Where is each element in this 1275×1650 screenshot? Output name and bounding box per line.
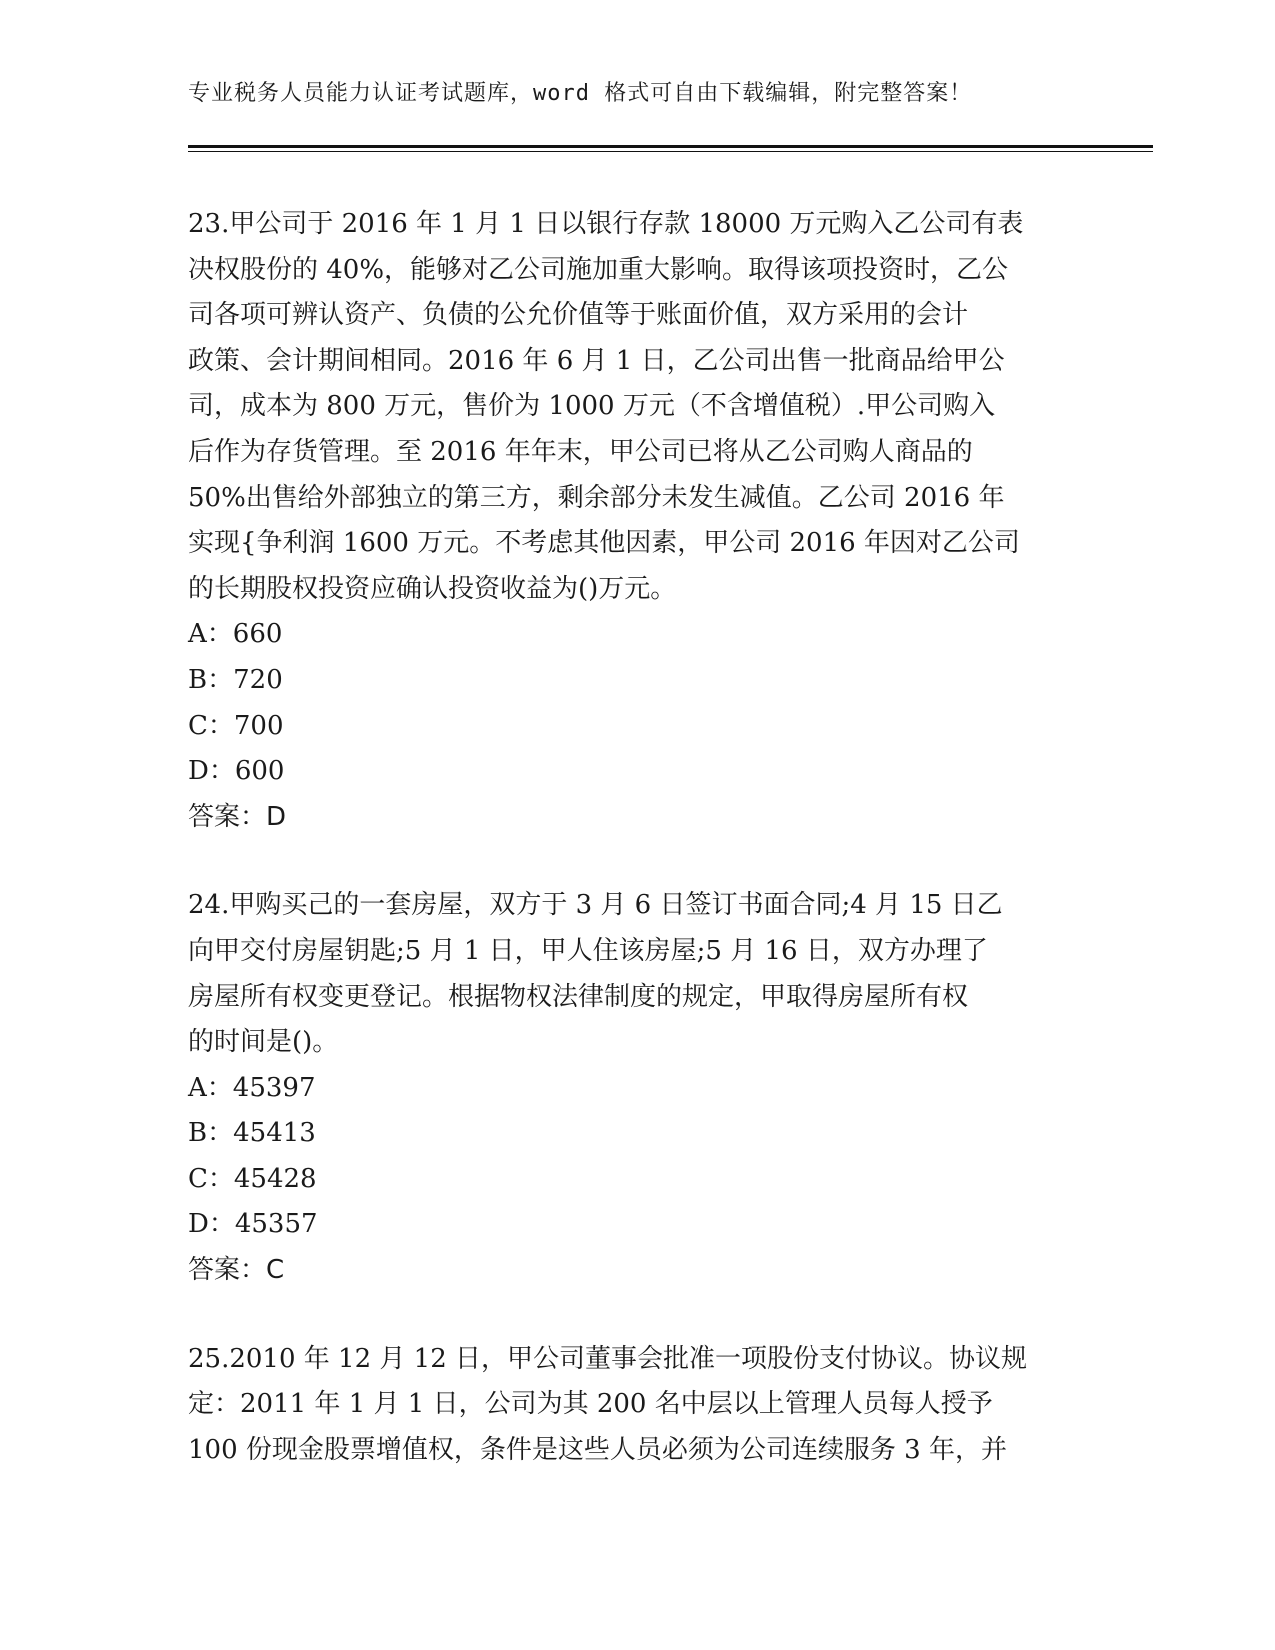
question-24	[188, 883, 1088, 1293]
option-c: C：45428	[188, 1163, 317, 1194]
question-text-line: 的长期股权投资应确认投资收益为()万元。	[188, 573, 677, 604]
header-divider	[188, 145, 1153, 148]
option-b: B：45413	[188, 1118, 316, 1149]
option-d: D：600	[188, 756, 285, 787]
question-text-line: 房屋所有权变更登记。根据物权法律制度的规定，甲取得房屋所有权	[188, 981, 969, 1012]
answer-line: 答案：C	[188, 1255, 285, 1286]
question-text-line: 决权股份的 40%，能够对乙公司施加重大影响。取得该项投资时，乙公	[188, 254, 1009, 285]
question-text-line: 50%出售给外部独立的第三方，剩余部分未发生减值。乙公司 2016 年	[188, 482, 1005, 513]
question-text-line: 24.甲购买己的一套房屋，双方于 3 月 6 日签订书面合同;4 月 15 日乙	[188, 890, 1003, 921]
question-text-line: 司，成本为 800 万元，售价为 1000 万元（不含增值税）.甲公司购入	[188, 391, 996, 422]
option-c: C：700	[188, 710, 284, 741]
question-25	[188, 1337, 1088, 1474]
question-text-line: 100 份现金股票增值权，条件是这些人员必须为公司连续服务 3 年，并	[188, 1434, 1007, 1465]
question-text-line: 后作为存货管理。至 2016 年年末，甲公司已将从乙公司购人商品的	[188, 436, 973, 467]
question-text-line: 23.甲公司于 2016 年 1 月 1 日以银行存款 18000 万元购入乙公司有表	[188, 209, 1024, 239]
header-divider-thin	[188, 151, 1153, 152]
question-text-line: 25.2010 年 12 月 12 日，甲公司董事会批准一项股份支付协议。协议规	[188, 1343, 1028, 1374]
option-a: A：660	[188, 619, 283, 650]
question-list	[188, 202, 1088, 1516]
question-text-line: 向甲交付房屋钥匙;5 月 1 日，甲人住该房屋;5 月 16 日，双方办理了	[188, 935, 988, 966]
question-text-line: 实现{争利润 1600 万元。不考虑其他因素，甲公司 2016 年因对乙公司	[188, 528, 1020, 559]
question-text-line: 司各项可辨认资产、负债的公允价值等于账面价值，双方采用的会计	[188, 300, 969, 331]
question-23	[188, 202, 1088, 840]
option-b: B：720	[188, 664, 283, 695]
question-text-line: 政策、会计期间相同。2016 年 6 月 1 日，乙公司出售一批商品给甲公	[188, 345, 1005, 376]
question-text-line: 定：2011 年 1 月 1 日，公司为其 200 名中层以上管理人员每人授予	[188, 1389, 993, 1420]
page-header: 专业税务人员能力认证考试题库，word 格式可自由下载编辑，附完整答案！	[188, 81, 973, 106]
question-text-line: 的时间是()。	[188, 1027, 339, 1058]
answer-line: 答案：D	[188, 801, 287, 832]
option-a: A：45397	[188, 1072, 316, 1103]
option-d: D：45357	[188, 1209, 318, 1240]
